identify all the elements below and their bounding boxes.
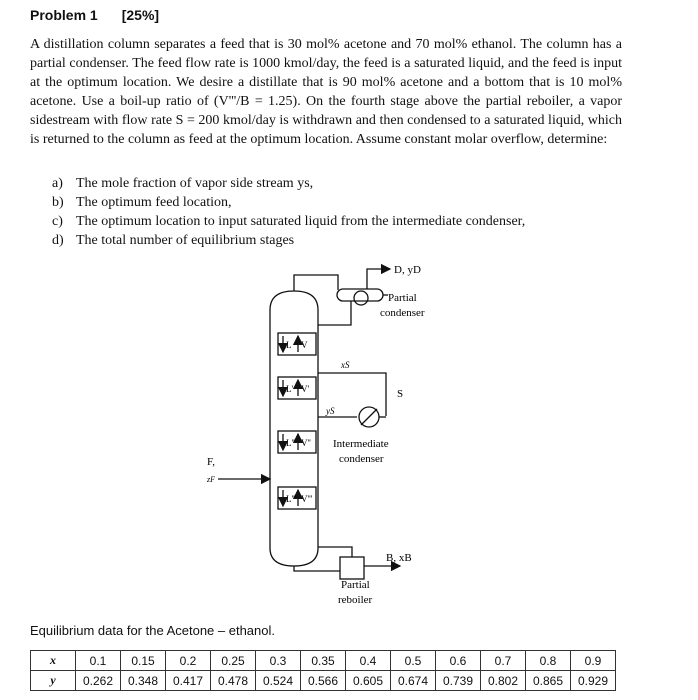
table-cell: 0.478 <box>211 671 256 691</box>
question-a <box>52 174 525 193</box>
question-label: a) <box>52 176 63 191</box>
problem-title: Problem 1 <box>30 7 98 23</box>
table-cell: 0.929 <box>571 671 616 691</box>
question-label: b) <box>52 195 64 210</box>
table-cell: 0.35 <box>301 651 346 671</box>
table-cell: 0.8 <box>526 651 571 671</box>
feed-label: F, <box>207 456 215 468</box>
table-row-y <box>31 671 616 691</box>
problem-header <box>30 7 159 23</box>
section-L-prime: L' <box>286 384 294 394</box>
s-label: S <box>397 388 404 400</box>
ys-label: yS <box>326 406 335 416</box>
table-cell: 0.566 <box>301 671 346 691</box>
section-V: V <box>301 340 308 350</box>
table-cell: 0.1 <box>76 651 121 671</box>
feed-composition-label: zF <box>207 475 215 484</box>
table-cell: 0.4 <box>346 651 391 671</box>
equilibrium-caption: Equilibrium data for the Acetone – ethanol. <box>30 623 275 638</box>
table-cell: 0.348 <box>121 671 166 691</box>
section-flow-arrows <box>283 336 298 506</box>
table-cell: 0.25 <box>211 651 256 671</box>
equilibrium-table <box>30 650 616 691</box>
question-d <box>52 231 525 250</box>
table-cell: 0.5 <box>391 651 436 671</box>
table-cell: 0.262 <box>76 671 121 691</box>
partial-reboiler-label-1: Partial <box>341 579 370 591</box>
section-V-prime: V' <box>301 384 310 394</box>
section-L-tprime: L''' <box>286 494 297 504</box>
question-text: The mole fraction of vapor side stream ys, <box>76 176 314 191</box>
table-cell: 0.865 <box>526 671 571 691</box>
question-text: The optimum feed location, <box>76 195 232 210</box>
intermediate-condenser-label-2: condenser <box>339 453 384 465</box>
table-cell: 0.802 <box>481 671 526 691</box>
distillation-column-diagram <box>0 255 698 615</box>
xs-label: xS <box>341 360 350 370</box>
bottoms-label: B, xB <box>386 552 412 564</box>
partial-reboiler-label-2: reboiler <box>338 594 373 606</box>
question-list <box>52 174 525 250</box>
distillate-label: D, yD <box>394 264 421 276</box>
table-cell: 0.7 <box>481 651 526 671</box>
question-label: c) <box>52 214 63 229</box>
distillate-line <box>367 269 390 289</box>
partial-condenser-label-2: condenser <box>380 307 425 319</box>
question-text: The optimum location to input saturated liquid from the intermediate condenser, <box>76 214 526 229</box>
row-header-y: y <box>31 671 76 691</box>
partial-reboiler-drum <box>340 557 364 579</box>
question-text: The total number of equilibrium stages <box>76 233 295 248</box>
table-cell: 0.605 <box>346 671 391 691</box>
table-cell: 0.3 <box>256 651 301 671</box>
row-header-x: x <box>31 651 76 671</box>
table-cell: 0.15 <box>121 651 166 671</box>
table-cell: 0.674 <box>391 671 436 691</box>
intermediate-condenser-label-1: Intermediate <box>333 438 389 450</box>
bottoms-draw-line <box>294 566 340 571</box>
reflux-line <box>318 301 351 325</box>
table-cell: 0.739 <box>436 671 481 691</box>
partial-condenser-label-1: Partial <box>388 292 417 304</box>
column-shell <box>270 291 318 566</box>
section-L: L <box>286 340 292 350</box>
problem-statement: A distillation column separates a feed that is 30 mol% acetone and 70 mol% ethanol. The column has a partial condenser. The feed flow rate is 1000 kmol/day, the feed is a saturated liquid, and the feed is input at the optimum location. We desire a distillate that is 90 mol% acetone and a bottom that is 10 mol% acetone. Use a boil-up ratio of (V'''/B = 1.25). On the fourth stage above the partial reboiler, a vapor sidestream with flow rate S = 200 kmol/day is withdrawn and then condensed to a saturated liquid, which is returned to the column as feed at the optimum location. Assume constant molar overflow, determine: <box>30 37 622 147</box>
question-b <box>52 193 525 212</box>
section-V-tprime: V''' <box>301 494 313 504</box>
problem-weight: [25%] <box>121 7 160 23</box>
table-cell: 0.9 <box>571 651 616 671</box>
question-label: d) <box>52 233 64 248</box>
reboiler-vapor-return <box>318 547 352 557</box>
overhead-vapor-line <box>294 275 338 291</box>
section-L-dprime: L'' <box>286 438 295 448</box>
table-cell: 0.524 <box>256 671 301 691</box>
condenser-coil <box>354 291 368 305</box>
question-c <box>52 212 525 231</box>
table-cell: 0.2 <box>166 651 211 671</box>
table-row-x <box>31 651 616 671</box>
section-V-dprime: V'' <box>301 438 311 448</box>
table-cell: 0.6 <box>436 651 481 671</box>
table-cell: 0.417 <box>166 671 211 691</box>
